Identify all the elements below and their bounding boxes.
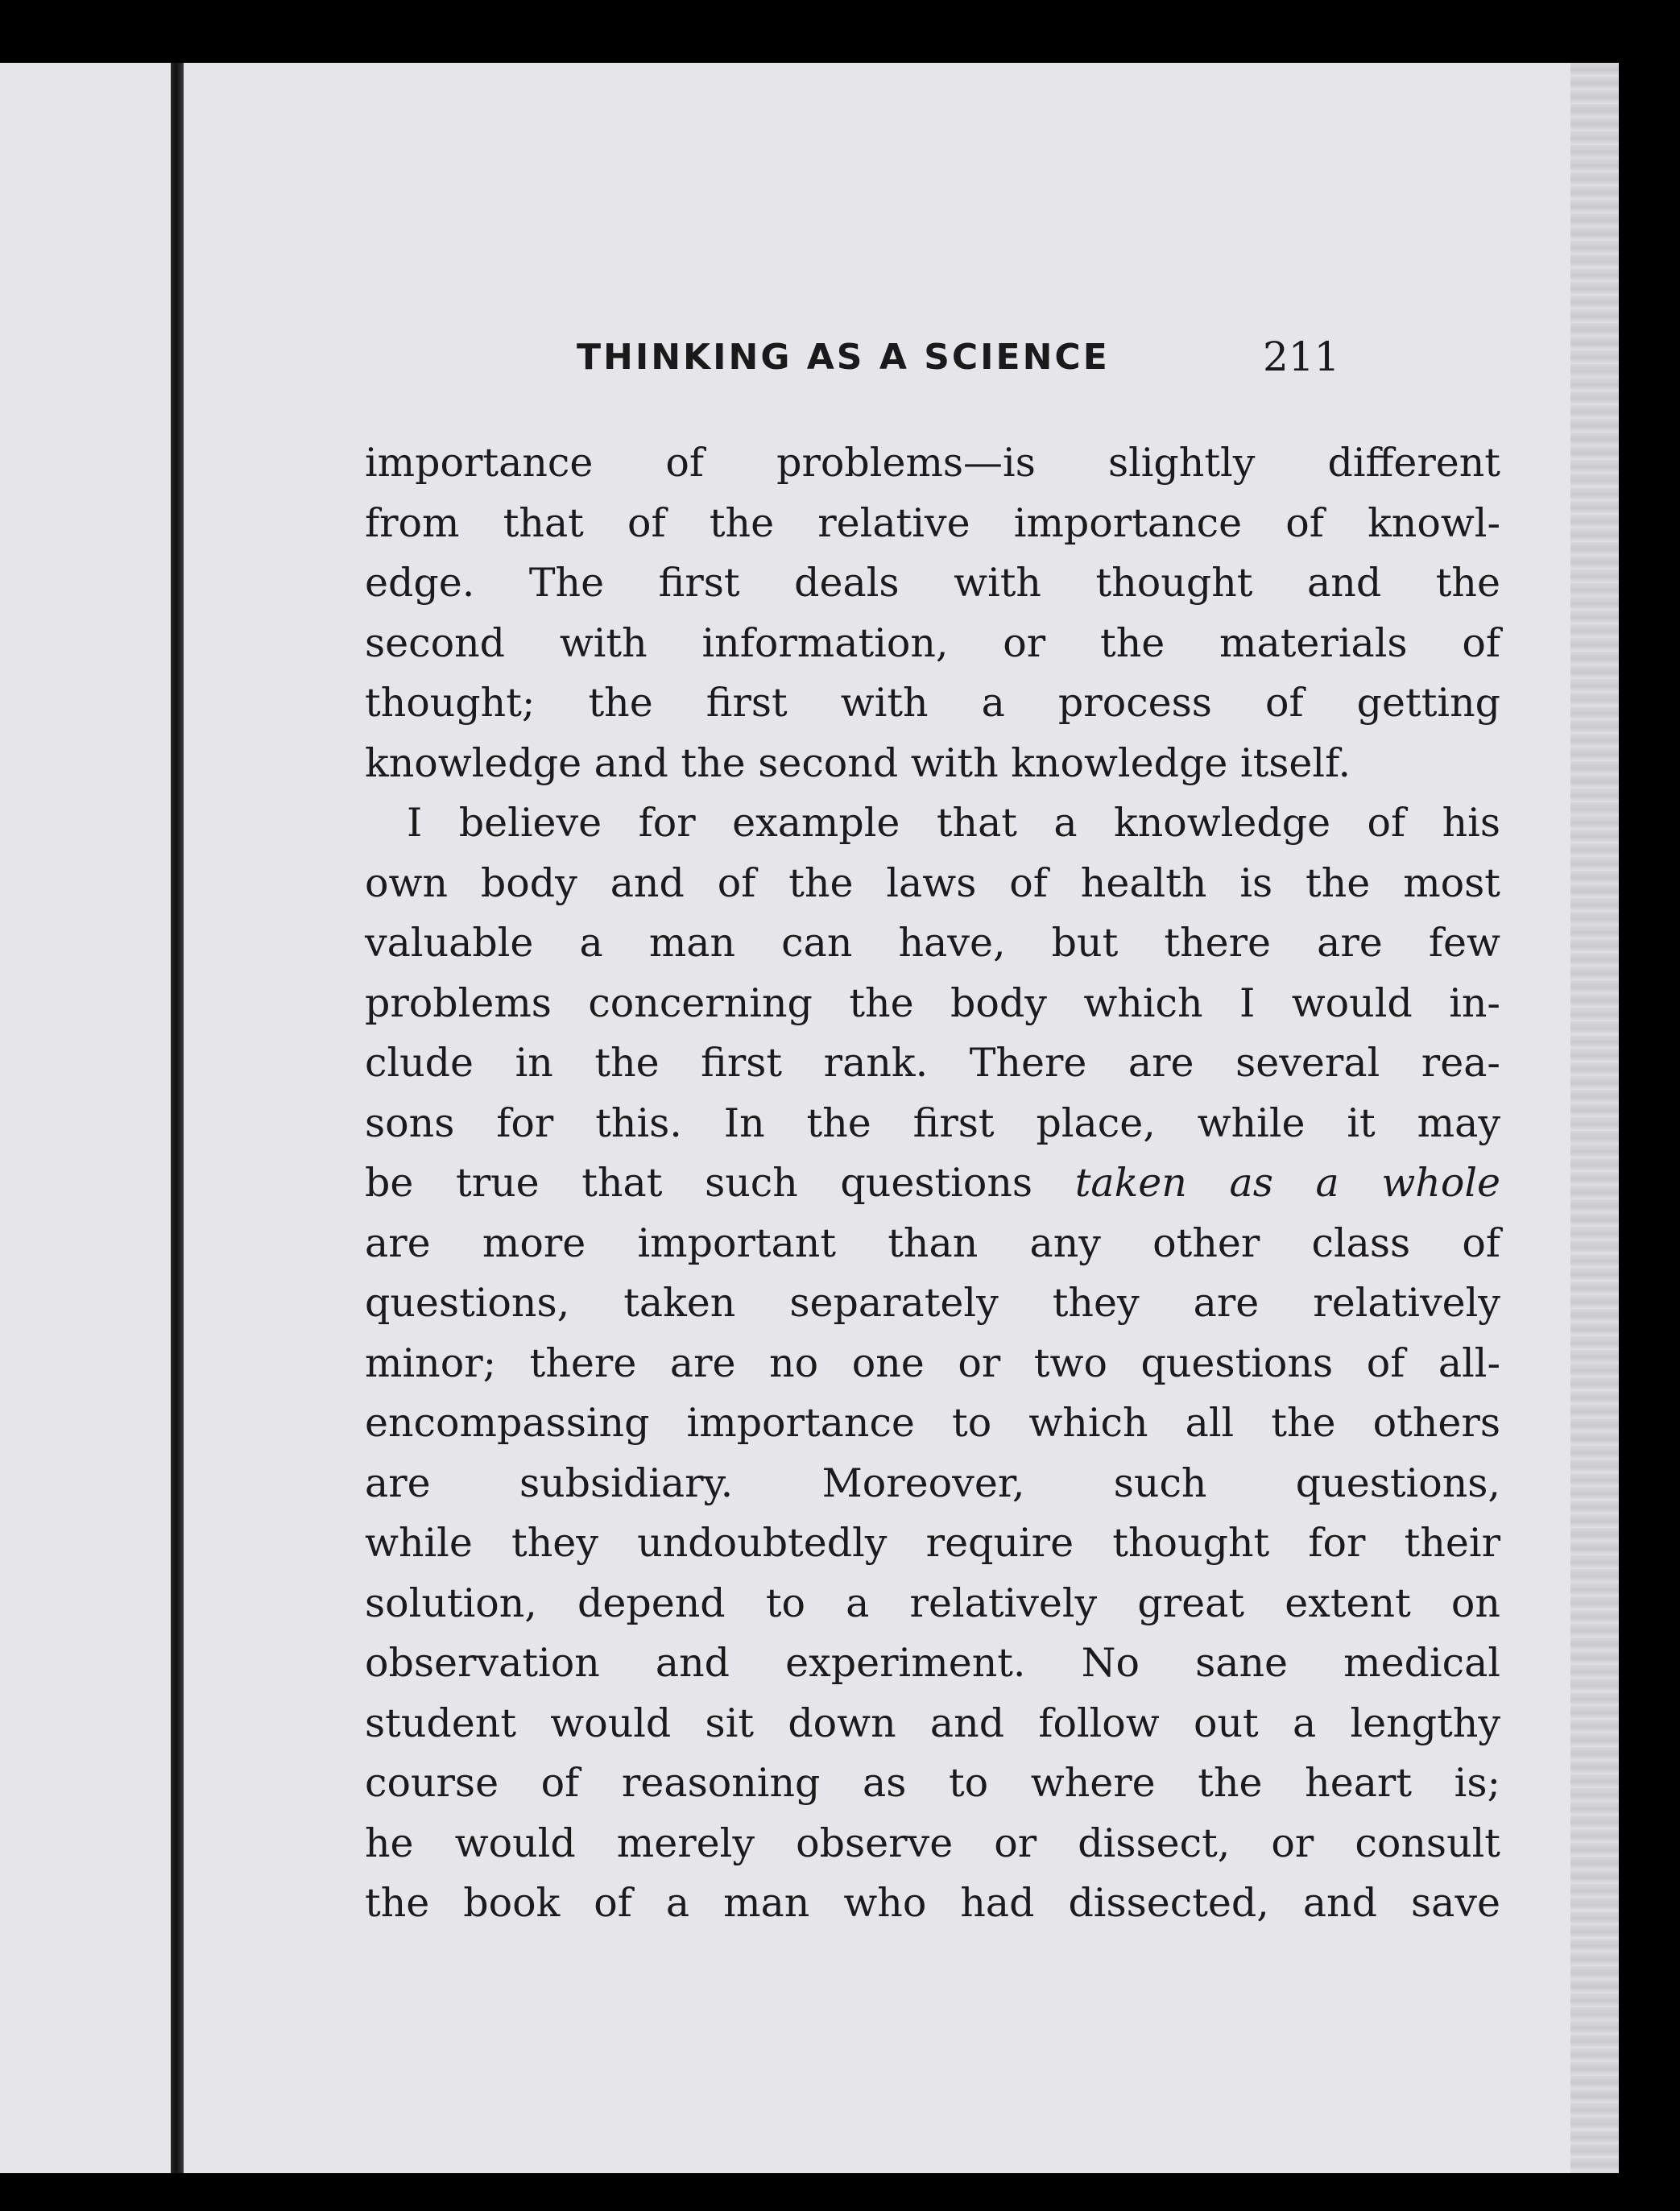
book-page: [184, 63, 1570, 2173]
text-line: the book of a man who had dissected, and save: [365, 1880, 1500, 1926]
text-line: questions, taken separately they are relatively: [365, 1280, 1500, 1326]
text-line: own body and of the laws of health is the most: [365, 859, 1500, 906]
text-line: from that of the relative importance of knowl-: [365, 499, 1500, 546]
text-line: minor; there are no one or two questions of all-: [365, 1339, 1500, 1386]
text-line: knowledge and the second with knowledge itself.: [365, 739, 1351, 786]
text-line: clude in the first rank. There are several rea-: [365, 1040, 1500, 1086]
running-head: THINKING AS A SCIENCE: [577, 337, 1110, 378]
text-line-with-emphasis: [365, 1153, 1500, 1214]
text-line: solution, depend to a relatively great extent on: [365, 1580, 1500, 1626]
body-text: [365, 433, 1500, 1934]
text-line: student would sit down and follow out a lengthy: [365, 1700, 1500, 1746]
facing-page-edge: [0, 63, 171, 2173]
book-gutter: [171, 63, 184, 2173]
paragraph-start-line: I believe for example that a knowledge of his: [407, 800, 1500, 846]
scan-top-border: [0, 0, 1680, 63]
page-number: 211: [1263, 333, 1340, 380]
emphasized-phrase: taken as a whole: [1074, 1160, 1500, 1206]
text-line: are subsidiary. Moreover, such questions,: [365, 1460, 1500, 1506]
page-stack-edge: [1570, 63, 1619, 2173]
text-line: thought; the first with a process of getting: [365, 680, 1500, 726]
text-line: importance of problems—is slightly different: [365, 440, 1500, 486]
text-run: be true that such questions: [365, 1160, 1033, 1206]
text-line: second with information, or the materials of: [365, 619, 1500, 666]
scan-bottom-border: [0, 2173, 1680, 2211]
text-line: encompassing importance to which all the others: [365, 1400, 1500, 1446]
text-line: valuable a man can have, but there are few: [365, 920, 1500, 966]
scan-right-border: [1619, 48, 1680, 2211]
text-line: he would merely observe or dissect, or consult: [365, 1820, 1500, 1866]
text-line: course of reasoning as to where the heart is;: [365, 1760, 1500, 1806]
text-line: are more important than any other class of: [365, 1219, 1500, 1266]
text-line: while they undoubtedly require thought for their: [365, 1520, 1500, 1566]
text-line: edge. The first deals with thought and the: [365, 560, 1500, 606]
text-line: problems concerning the body which I would in-: [365, 979, 1500, 1026]
text-line: sons for this. In the first place, while it may: [365, 1099, 1500, 1146]
page-header: [184, 333, 1570, 385]
text-line: observation and experiment. No sane medical: [365, 1640, 1500, 1686]
